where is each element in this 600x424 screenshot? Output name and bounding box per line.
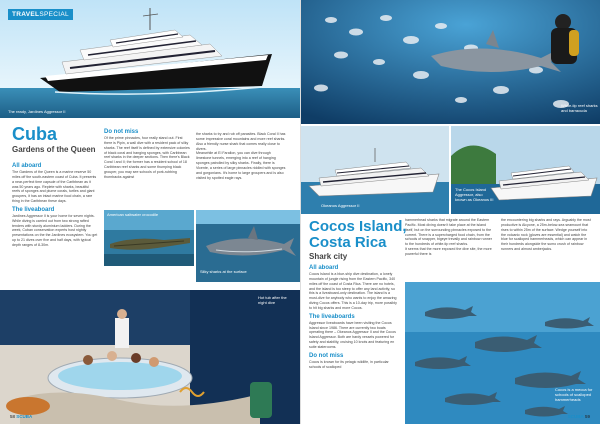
- right-folio: [568, 414, 590, 419]
- cuba-subtitle: Gardens of the Queen: [12, 145, 96, 154]
- ship2-photo: [451, 126, 600, 214]
- folio-mag: SCUBA: [567, 414, 584, 419]
- left-column-3: [196, 132, 286, 180]
- folio-mag: SCUBA: [16, 414, 33, 419]
- folio-number: 58: [10, 414, 16, 419]
- croc-caption: American saltwater crocodile: [107, 212, 159, 217]
- hot-tub-illustration: [0, 290, 300, 424]
- diver-sharks-photo: [301, 0, 600, 124]
- ship1-caption: Okeanos Aggressor II: [321, 203, 360, 208]
- hot-tub-caption: Hot tub after the night dive: [258, 295, 287, 305]
- ship2-caption: The Cocos Island Aggressor, also known as Okeanos III: [455, 187, 494, 202]
- all-aboard-text: The Gardens of the Queen is a marine reserve 50 miles off the south-eastern coast of Cuba. It presents a near-perfect time capsule of the Caribbean as it was 50 years ago. Replete with sharks, beautiful reefs of sponges and plume corals, turtles and giant groupers, it has an intact marine food chain, a rare thing in the Caribbean these days.: [12, 170, 97, 204]
- cocos-subtitle: Shark city: [309, 252, 348, 261]
- silky-shark-photo: [196, 210, 300, 282]
- do-not-miss-text: Of the prime pinnacles, four really stand out. First there is Pipin, a wall dive with a resident pack of silky sharks. The reef itself is defined by extensive colonies of black coral and hanging sponges, with Caribbean reef sharks in the deeper sections. Then there's Black Coral I and II; the former has a resident school of 18 Caribbean reef sharks and some thumping black grouper, you may see schools of pork-rubbing thornbacks against: [104, 136, 190, 179]
- hammer-caption: Cocos is a mecca for schools of scalloped hammerheads: [555, 387, 593, 402]
- yacht-caption: The ready, Jardines Aggressor II: [8, 109, 66, 114]
- section-liveaboard: The liveaboard: [12, 206, 55, 213]
- cuba-title: Cuba: [12, 124, 57, 144]
- col3-text: the sharks to try and rub off parasites. Black Coral II has some impressive coral mountains and more reef sharks. Also a friendly nurse shark that comes really close to divers. Meanwhile at El Farallon, you can dive through limestone tunnels, emerging into a reef of hanging sponges patrolled by silky sharks. Finally, there is Vicente, a series of large pinnacles riddled with sponges and gorgonians. It's home to large groupers and is also visited by spotted eagle rays.: [196, 132, 286, 180]
- cocos-title-line1: Cocos Island,: [309, 218, 407, 235]
- right-col3-text: the encountering big sharks and rays. Arguably the most productive is Alcyone, a 25m-below-sea seamount that rises to within 25m of the surface. Wedge yourself into the volcanic rock (gloves are essential) and watch the blue for scalloped hammerheads, which can appear in their hundreds alongside the sumo crush of rainbow runners and almost amberjacks.: [501, 218, 591, 252]
- left-column-2: [104, 126, 190, 180]
- section-liveaboards: The liveaboards: [309, 313, 355, 320]
- cocos-do-not-miss-text: Cocos is known for its pelagic wildlife, in particular schools of scalloped: [309, 359, 389, 369]
- section-do-not-miss: Do not miss: [309, 352, 344, 359]
- yacht-photo: [0, 0, 300, 118]
- ship1-illustration: [301, 126, 449, 214]
- right-column-1: [309, 262, 399, 370]
- folio-number: 59: [584, 414, 590, 419]
- cocos-all-aboard-text: Cocos Island is a blue-ship dive destination, a lonely mountain of jungle rising from the Eastern Pacific, 340 miles off the coast of Costa Rica. There are no hotels, and the island is too steep to offer any land activity, so this is a liveaboard-only destination. The island is a must-dive for anybody who wants to enjoy the amazing diving Cocos offers. This is a 10-day trip, more possibly to hit big sharks and more Cocos.: [309, 272, 397, 310]
- section-all-aboard: All aboard: [309, 265, 339, 271]
- section-do-not-miss: Do not miss: [104, 129, 139, 135]
- liveaboard-text: Jardines Aggressor II is your home for seven nights. While diving is carried out from two strong rafted tenders with sturdy aluminium ladders. During the week, Cuban conservation experts host nightly presentations on the the Jardines ecosystem. You get up to 21 dives over five and half days, with typical depth ranges of 8-30m.: [12, 213, 98, 247]
- diver-caption: White-tip reef sharks and barracuda: [561, 103, 598, 113]
- left-column-1: [12, 160, 98, 248]
- ship1-photo: [301, 126, 449, 214]
- tag-strong: TRAVEL: [12, 11, 40, 18]
- right-page: [300, 0, 600, 424]
- hot-tub-photo: [0, 290, 300, 424]
- cocos-title-line2: Costa Rica: [309, 234, 387, 251]
- silky-caption: Silky sharks at the surface: [200, 269, 247, 274]
- right-column-2: [405, 218, 495, 257]
- section-all-aboard: All aboard: [12, 163, 42, 169]
- left-folio: [10, 414, 32, 419]
- right-column-3: [501, 218, 593, 252]
- diver-sharks-illustration: [301, 0, 600, 124]
- tag-light: SPECIAL: [39, 11, 69, 18]
- travel-special-tag: [8, 9, 73, 20]
- crocodile-photo: [104, 210, 194, 266]
- liveaboards-text: Aggressor liveaboards have been visiting the Cocos Island since 1986. There are currently two boats operating there – Okeanos Aggressor II and the Cocos Island Aggressor. Both are hardy vessels powered for safety and stability, cruising 10 knots and featuring en suite staterooms.: [309, 320, 396, 349]
- hammerhead-photo: [405, 282, 600, 424]
- crocodile-illustration: [104, 210, 194, 266]
- hammerhead-illustration: [405, 282, 600, 424]
- right-col2-text: hammerhead sharks that migrate around the Eastern Pacific. Most diving doesn't take place at the island itself, but on the surrounding pinnacles exposed to the current. There is a supercharged food chain, from the schools of snapper, bigeye trevally and rainbow runner to the hundreds of white-tip reef sharks. It seems that the more exposed the dive site, the more powerful there is: [405, 218, 492, 256]
